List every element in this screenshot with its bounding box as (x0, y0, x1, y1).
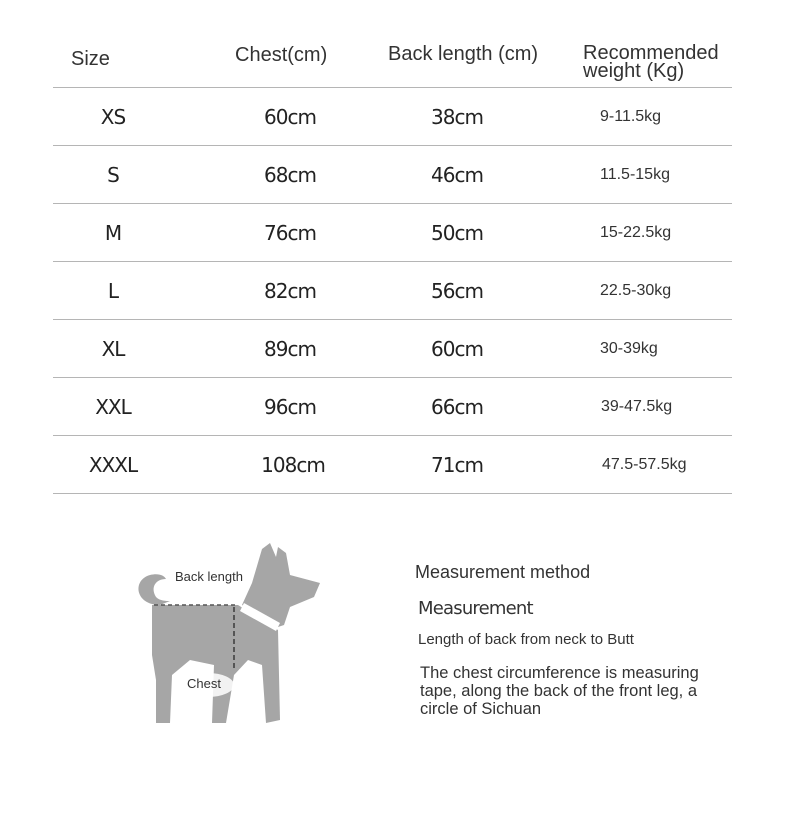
back-cell: 38cm (431, 104, 483, 129)
size-cell: XS (100, 104, 126, 129)
dog-silhouette-icon (130, 535, 370, 735)
weight-cell: 15-22.5kg (600, 223, 672, 241)
weight-cell: 22.5-30kg (600, 281, 672, 299)
chest-measure-text: The chest circumference is measuring tape, along the back of the front leg, a circle of Sichuan (420, 664, 699, 718)
weight-cell: 30-39kg (600, 339, 658, 357)
size-cell: XL (101, 336, 125, 361)
chest-cell: 60cm (264, 104, 316, 129)
chest-cell: 76cm (264, 220, 316, 245)
chest-cell: 96cm (264, 394, 316, 419)
table-row (53, 436, 732, 494)
table-row (53, 88, 732, 146)
weight-cell: 39-47.5kg (601, 397, 673, 415)
size-cell: M (104, 220, 122, 245)
size-cell: XXXL (88, 452, 138, 477)
back-cell: 56cm (431, 278, 483, 303)
header-size: Size (71, 48, 110, 70)
size-cell: S (107, 162, 119, 187)
chest-label: Chest (187, 676, 221, 691)
weight-cell: 47.5-57.5kg (602, 455, 687, 473)
back-cell: 66cm (431, 394, 483, 419)
back-cell: 50cm (431, 220, 483, 245)
size-cell: L (107, 278, 119, 303)
header-chest: Chest(cm) (235, 44, 328, 66)
measurement-subtitle: Measurement (418, 598, 533, 619)
weight-cell: 11.5-15kg (600, 165, 670, 183)
table-row (53, 262, 732, 320)
chest-cell: 108cm (261, 452, 325, 477)
table-row (53, 320, 732, 378)
weight-cell: 9-11.5kg (600, 107, 662, 125)
table-row (53, 204, 732, 262)
table-header (53, 30, 732, 88)
chest-cell: 68cm (264, 162, 316, 187)
back-cell: 71cm (431, 452, 483, 477)
dog-measurement-diagram (130, 535, 370, 735)
size-chart-table (53, 30, 732, 494)
table-row (53, 378, 732, 436)
header-weight-line2: weight (Kg) (583, 60, 685, 82)
table-row (53, 146, 732, 204)
header-weight (583, 44, 719, 80)
back-length-label: Back length (175, 569, 243, 584)
back-cell: 60cm (431, 336, 483, 361)
back-measure-text: Length of back from neck to Butt (418, 631, 634, 648)
chest-cell: 82cm (264, 278, 316, 303)
header-weight-line1: Recommended (583, 42, 719, 64)
header-back-length: Back length (cm) (388, 43, 539, 65)
chest-cell: 89cm (264, 336, 316, 361)
measurement-method-title: Measurement method (415, 562, 591, 582)
back-cell: 46cm (431, 162, 483, 187)
size-cell: XXL (95, 394, 131, 419)
